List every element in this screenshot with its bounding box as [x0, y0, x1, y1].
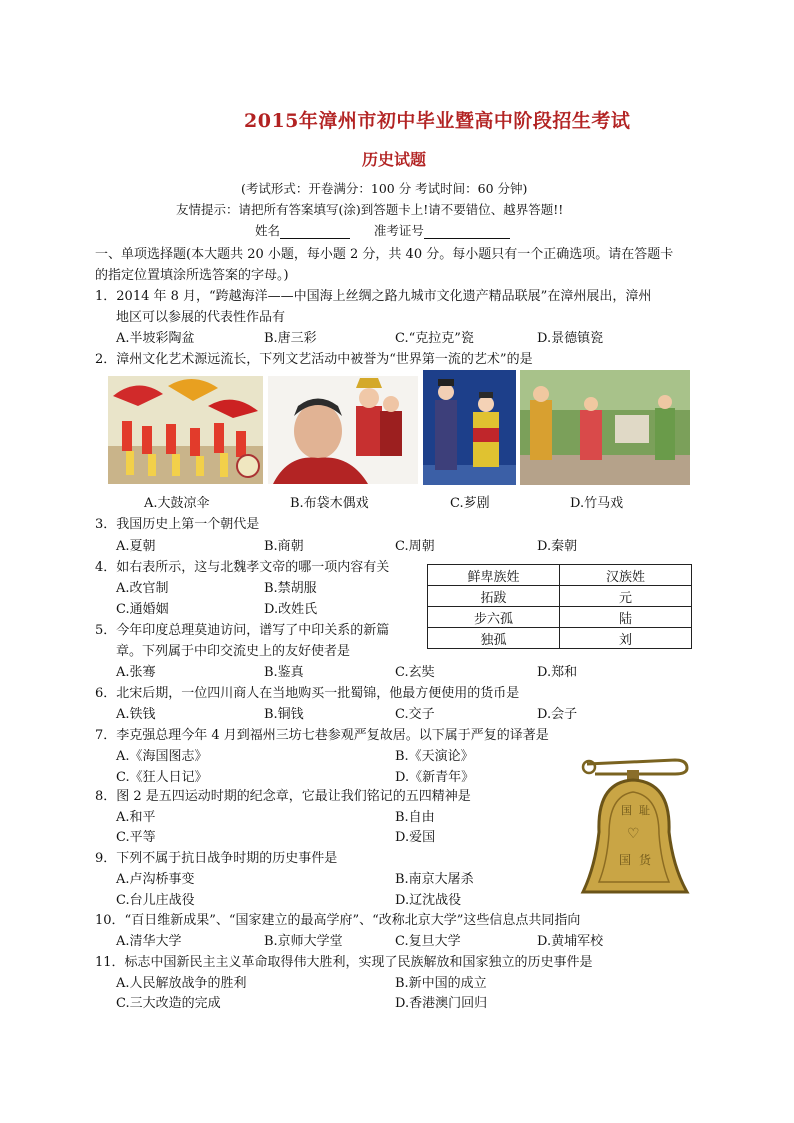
- may-fourth-medal-image: [575, 752, 695, 902]
- q6-option-b[interactable]: B.铜钱: [264, 707, 304, 722]
- section-intro-line2: 的指定位置填涂所选答案的字母。): [95, 268, 289, 283]
- table-cell: 刘: [560, 628, 692, 649]
- exam-subtitle: 历史试题: [362, 150, 427, 169]
- surname-table: [427, 564, 692, 649]
- photo-drum-umbrella-dance: [108, 376, 263, 484]
- q11-option-c[interactable]: C.三大改造的完成: [116, 996, 221, 1011]
- q1-option-b[interactable]: B.唐三彩: [264, 331, 317, 346]
- photo-glove-puppet-show: [268, 376, 418, 484]
- question-5-line2: 章。下列属于中印交流史上的友好使者是: [116, 644, 351, 659]
- q1-option-c[interactable]: C.“克拉克”瓷: [395, 331, 474, 346]
- question-9: 9．下列不属于抗日战争时期的历史事件是: [95, 851, 338, 866]
- friendly-tip: 友情提示：请把所有答案填写(涂)到答题卡上!请不要错位、越界答题!!: [176, 202, 564, 217]
- q10-option-d[interactable]: D.黄埔军校: [537, 934, 604, 949]
- name-label: 姓名: [255, 223, 281, 238]
- q1-option-a[interactable]: A.半坡彩陶盆: [116, 331, 195, 346]
- q5-option-b[interactable]: B.鉴真: [264, 665, 304, 680]
- question-8: 8．图 2 是五四运动时期的纪念章，它最让我们铭记的五四精神是: [95, 789, 471, 804]
- q6-option-c[interactable]: C.交子: [395, 707, 435, 722]
- q8-option-c[interactable]: C.平等: [116, 830, 156, 845]
- question-2: 2．漳州文化艺术源远流长，下列文艺活动中被誉为“世界第一流的艺术”的是: [95, 352, 533, 367]
- question-3: 3．我国历史上第一个朝代是: [95, 517, 260, 532]
- table-cell: 元: [560, 586, 692, 607]
- medal-char: 耻: [639, 804, 650, 817]
- table-cell: 独孤: [428, 628, 560, 649]
- q11-option-b[interactable]: B.新中国的成立: [395, 976, 487, 991]
- q10-option-a[interactable]: A.清华大学: [116, 934, 182, 949]
- question-1-line1: 1．2014 年 8 月，“跨越海洋——中国海上丝绸之路九城市文化遗产精品联展”在漳州展出，漳州: [95, 289, 652, 304]
- name-blank[interactable]: [280, 225, 350, 239]
- q2-option-d[interactable]: D.竹马戏: [570, 496, 624, 511]
- question-1-line2: 地区可以参展的代表性作品有: [116, 310, 286, 325]
- table-row: [428, 586, 692, 607]
- table-cell: 陆: [560, 607, 692, 628]
- table-header-han: 汉族姓: [560, 565, 692, 586]
- q4-option-c[interactable]: C.通婚姻: [116, 602, 169, 617]
- q10-option-c[interactable]: C.复旦大学: [395, 934, 461, 949]
- q5-option-a[interactable]: A.张骞: [116, 665, 156, 680]
- table-row: [428, 565, 692, 586]
- q2-option-b[interactable]: B.布袋木偶戏: [290, 496, 369, 511]
- medal-char: 货: [639, 853, 652, 867]
- section-intro-line1: 一、单项选择题(本大题共 20 小题，每小题 2 分，共 40 分。每小题只有一个正确选项。请在答题卡: [95, 247, 674, 262]
- table-cell: 步六孤: [428, 607, 560, 628]
- q4-option-a[interactable]: A.改官制: [116, 581, 169, 596]
- q9-option-d[interactable]: D.辽沈战役: [395, 893, 462, 908]
- name-id-line: [255, 221, 510, 239]
- photo-bamboo-horse-opera: [520, 370, 690, 485]
- id-blank[interactable]: [424, 225, 510, 239]
- q6-option-a[interactable]: A.铁钱: [116, 707, 156, 722]
- q3-option-b[interactable]: B.商朝: [264, 539, 304, 554]
- question-6: 6．北宋后期，一位四川商人在当地购买一批蜀锦，他最方便使用的货币是: [95, 686, 520, 701]
- table-header-xianbei: 鲜卑族姓: [428, 565, 560, 586]
- q3-option-c[interactable]: C.周朝: [395, 539, 435, 554]
- q5-option-c[interactable]: C.玄奘: [395, 665, 435, 680]
- q11-option-d[interactable]: D.香港澳门回归: [395, 996, 488, 1011]
- question-7: 7．李克强总理今年 4 月到福州三坊七巷参观严复故居。以下属于严复的译著是: [95, 728, 549, 743]
- q3-option-a[interactable]: A.夏朝: [116, 539, 156, 554]
- q8-option-b[interactable]: B.自由: [395, 810, 435, 825]
- question-4: 4．如右表所示，这与北魏孝文帝的哪一项内容有关: [95, 560, 390, 575]
- q8-option-d[interactable]: D.爱国: [395, 830, 436, 845]
- q7-option-a[interactable]: A.《海国图志》: [116, 749, 208, 764]
- question-10: 10．“百日维新成果”、“国家建立的最高学府”、“改称北京大学”这些信息点共同指向: [95, 913, 581, 928]
- exam-title: 2015年漳州市初中毕业暨高中阶段招生考试: [244, 110, 631, 132]
- question-11: 11．标志中国新民主主义革命取得伟大胜利，实现了民族解放和国家独立的历史事件是: [95, 955, 593, 970]
- medal-char: 国: [621, 804, 632, 817]
- q11-option-a[interactable]: A.人民解放战争的胜利: [116, 976, 247, 991]
- q7-option-d[interactable]: D.《新青年》: [395, 770, 475, 785]
- q10-option-b[interactable]: B.京师大学堂: [264, 934, 343, 949]
- table-cell: 拓跋: [428, 586, 560, 607]
- q1-option-d[interactable]: D.景德镇瓷: [537, 331, 604, 346]
- question-5-line1: 5．今年印度总理莫迪访问，谱写了中印关系的新篇: [95, 623, 390, 638]
- q2-option-c[interactable]: C.芗剧: [450, 496, 490, 511]
- q8-option-a[interactable]: A.和平: [116, 810, 156, 825]
- q4-option-d[interactable]: D.改姓氏: [264, 602, 318, 617]
- photo-xiang-opera: [423, 370, 516, 485]
- q6-option-d[interactable]: D.会子: [537, 707, 578, 722]
- table-row: [428, 607, 692, 628]
- exam-info: (考试形式：开卷满分：100 分 考试时间：60 分钟): [241, 181, 528, 196]
- q9-option-a[interactable]: A.卢沟桥事变: [116, 872, 195, 887]
- q2-option-a[interactable]: A.大鼓凉伞: [144, 496, 210, 511]
- medal-char: ♡: [627, 826, 640, 842]
- table-row: [428, 628, 692, 649]
- q3-option-d[interactable]: D.秦朝: [537, 539, 578, 554]
- q5-option-d[interactable]: D.郑和: [537, 665, 578, 680]
- q9-option-b[interactable]: B.南京大屠杀: [395, 872, 474, 887]
- id-label: 准考证号: [373, 223, 424, 238]
- medal-char: 国: [619, 853, 632, 867]
- q4-option-b[interactable]: B.禁胡服: [264, 581, 317, 596]
- q7-option-b[interactable]: B.《天演论》: [395, 749, 474, 764]
- q7-option-c[interactable]: C.《狂人日记》: [116, 770, 208, 785]
- q9-option-c[interactable]: C.台儿庄战役: [116, 893, 195, 908]
